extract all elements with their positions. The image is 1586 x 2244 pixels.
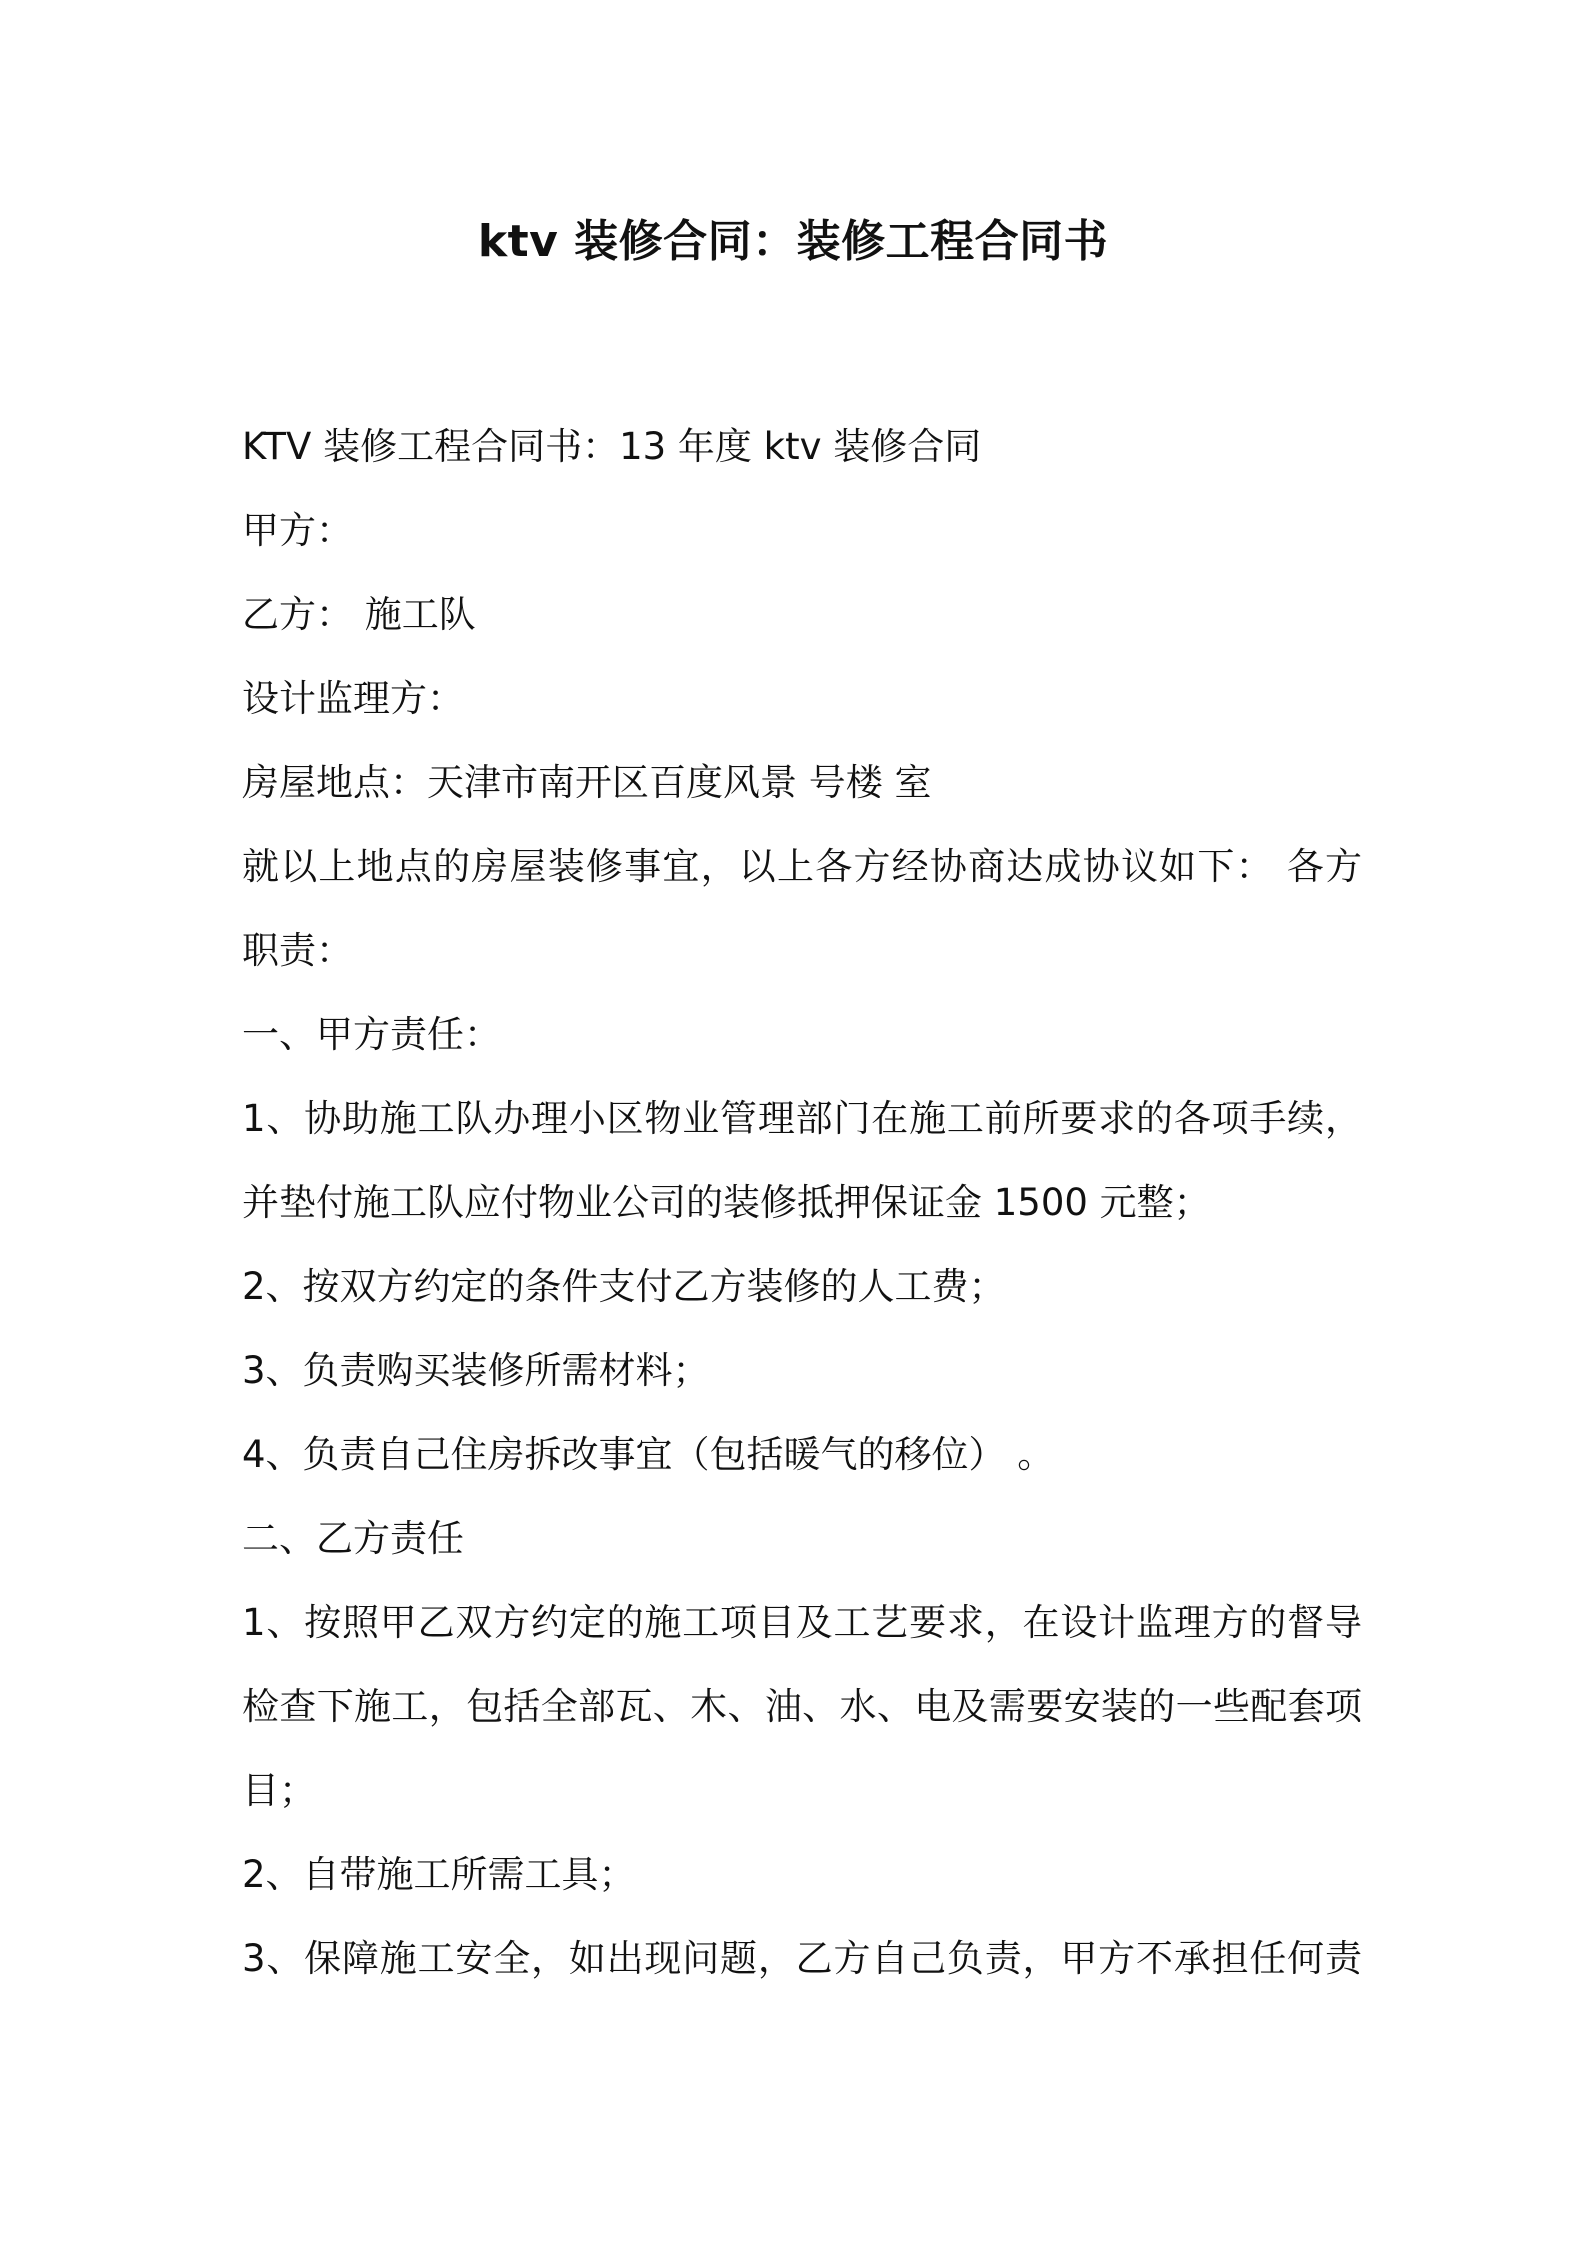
document-line: 3、负责购买装修所需材料； <box>242 1349 710 1392</box>
document-line: 房屋地点：天津市南开区百度风景 号楼 室 <box>242 761 932 804</box>
document-line: 一、甲方责任： <box>242 1013 501 1056</box>
document-line: 乙方： 施工队 <box>242 593 476 636</box>
document-body <box>242 405 1362 2001</box>
document-line: 就以上地点的房屋装修事宜，以上各方经协商达成协议如下： 各方 <box>242 845 1362 888</box>
document-line: 4、负责自己住房拆改事宜（包括暖气的移位） 。 <box>242 1433 1055 1476</box>
document-line: 二、乙方责任 <box>242 1517 464 1560</box>
document-line: 1、协助施工队办理小区物业管理部门在施工前所要求的各项手续， <box>242 1097 1362 1140</box>
document-line: KTV 装修工程合同书：13 年度 ktv 装修合同 <box>242 425 982 468</box>
document-line: 3、保障施工安全，如出现问题，乙方自己负责，甲方不承担任何责 <box>242 1937 1362 1980</box>
document-line: 目； <box>242 1769 316 1812</box>
document-line: 并垫付施工队应付物业公司的装修抵押保证金 1500 元整； <box>242 1181 1211 1224</box>
document-title: ktv 装修合同：装修工程合同书 <box>477 216 1109 267</box>
document-line: 职责： <box>242 929 353 972</box>
document-line: 甲方： <box>242 509 353 552</box>
document-line: 检查下施工，包括全部瓦、木、油、水、电及需要安装的一些配套项 <box>242 1685 1362 1728</box>
document-line: 2、按双方约定的条件支付乙方装修的人工费； <box>242 1265 1006 1308</box>
document-line: 1、按照甲乙双方约定的施工项目及工艺要求，在设计监理方的督导 <box>242 1601 1362 1644</box>
document-line: 2、自带施工所需工具； <box>242 1853 636 1896</box>
document-line: 设计监理方： <box>242 677 464 720</box>
